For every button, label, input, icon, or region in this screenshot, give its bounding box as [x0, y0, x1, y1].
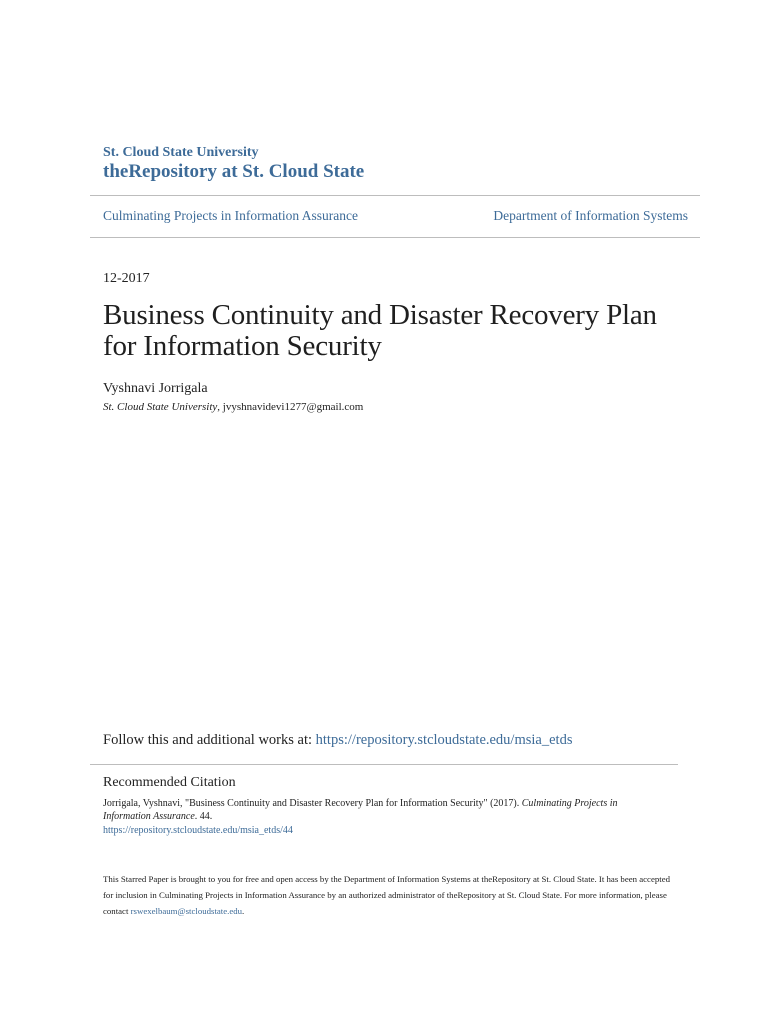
- department-link[interactable]: Department of Information Systems: [493, 208, 688, 223]
- affiliation-institution: St. Cloud State University: [103, 401, 218, 413]
- notice-end: .: [242, 906, 245, 916]
- university-name: St. Cloud State University: [103, 145, 259, 160]
- repository-link[interactable]: theRepository at St. Cloud State: [103, 161, 365, 182]
- collection-link[interactable]: Culminating Projects in Information Assurance: [103, 208, 358, 223]
- citation-number: . 44.: [194, 811, 213, 822]
- citation-text: [103, 797, 663, 823]
- author-name: Vyshnavi Jorrigala: [103, 381, 208, 396]
- header-divider: [90, 195, 700, 196]
- citation-url-link[interactable]: https://repository.stcloudstate.edu/msia_etds/44: [103, 825, 293, 836]
- citation-series: Culminating Projects in Information Assurance: [103, 798, 618, 822]
- author-affiliation: [103, 401, 363, 413]
- follow-url-link[interactable]: https://repository.stcloudstate.edu/msia_etds: [315, 732, 573, 748]
- recommended-citation-heading: Recommended Citation: [103, 775, 236, 790]
- notice-text: This Starred Paper is brought to you for free and open access by the Department of Information Systems at theRepository at St. Cloud State. It has been accepted for inclusion in Culminating Projects in Information Assurance by an authorized administrator of theRepository at St. Cloud State. For more information, please contact: [103, 874, 671, 916]
- follow-line: [103, 732, 572, 749]
- paper-title: Business Continuity and Disaster Recovery Plan for Information Security: [103, 299, 657, 362]
- publication-date: 12-2017: [103, 271, 150, 286]
- contact-email-link[interactable]: rswexelbaum@stcloudstate.edu: [130, 906, 243, 916]
- follow-text: Follow this and additional works at:: [103, 732, 316, 748]
- nav-divider: [90, 237, 700, 238]
- access-notice: [103, 871, 673, 919]
- citation-divider: [90, 764, 678, 765]
- author-email: , jvyshnavidevi1277@gmail.com: [217, 401, 364, 413]
- citation-body: Jorrigala, Vyshnavi, "Business Continuity and Disaster Recovery Plan for Information Security" (2017).: [103, 798, 522, 809]
